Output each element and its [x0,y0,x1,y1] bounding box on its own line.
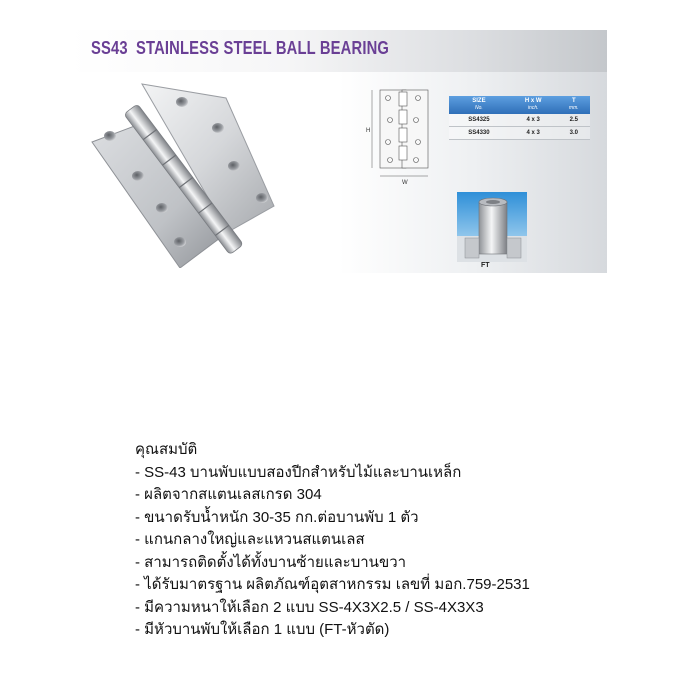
spec-table-header [449,96,590,114]
features-list [135,462,530,642]
header-size [449,96,509,114]
header-t-bottom: mm. [568,105,579,111]
table-cell: 4 x 3 [509,127,558,140]
ft-tip-photo [457,192,527,262]
list-item: - สามารถติดตั้งได้ทั้งบานซ้ายและบานขวา [135,553,407,571]
table-cell: 3.0 [558,127,590,140]
table-cell: 2.5 [558,114,590,127]
list-item: - SS-43 บานพับแบบสองปีกสำหรับไม้และบานเหล็ก [135,463,462,481]
hinge-photo [90,82,300,268]
table-row [449,127,590,140]
header-t [558,96,590,114]
product-code: SS43 [91,38,128,58]
diagram-height-label: H [366,128,371,134]
ft-label: FT [481,262,490,269]
product-title [91,38,389,59]
list-item: - ผลิตจากสแตนเลสเกรด 304 [135,486,322,503]
header-t-top: T [571,98,576,104]
product-banner [70,30,607,273]
diagram-width-label: W [402,180,408,184]
header-hxw-bottom: inch. [527,105,539,111]
list-item: - ขนาดรับน้ำหนัก 30-35 กก.ต่อบานพับ 1 ตัว [135,508,419,526]
hinge-dimension-diagram [362,86,442,184]
header-size-bottom: No. [475,105,483,111]
header-hxw [509,96,558,114]
table-row [449,114,590,127]
table-cell: SS4330 [449,127,509,140]
list-item: - ได้รับมาตรฐาน ผลิตภัณฑ์อุตสาหกรรม เลขที่ มอก.759-2531 [135,576,530,593]
table-cell: SS4325 [449,114,509,127]
list-item: - มีหัวบานพับให้เลือก 1 แบบ (FT-หัวตัด) [135,621,390,638]
features-section [135,439,530,642]
table-cell: 4 x 3 [509,114,558,127]
header-size-top: SIZE [472,98,486,104]
list-item: - แกนกลางใหญ่และแหวนสแตนเลส [135,531,365,548]
header-hxw-top: H x W [524,98,542,104]
spec-table [449,96,590,140]
features-heading: คุณสมบัติ [135,441,198,458]
product-name: STAINLESS STEEL BALL BEARING [135,38,390,58]
list-item: - มีความหนาให้เลือก 2 แบบ SS-4X3X2.5 / SS-4X3X3 [135,598,484,616]
title-bar [70,30,607,72]
